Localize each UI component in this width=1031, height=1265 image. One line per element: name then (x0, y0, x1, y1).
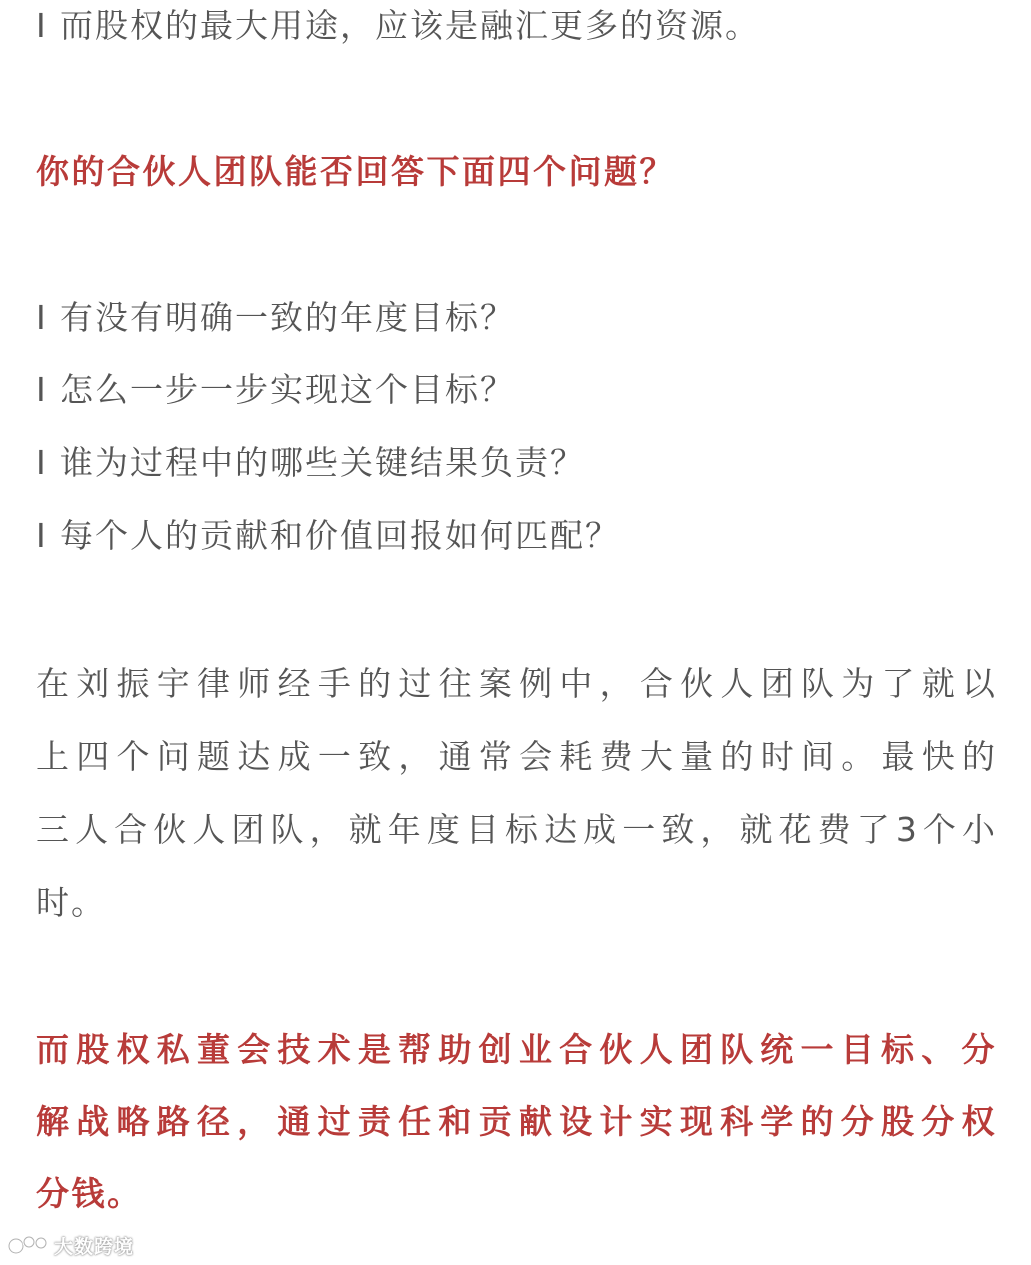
paragraph-line: 在刘振宇律师经手的过往案例中，合伙人团队为了就以 (36, 664, 997, 703)
watermark (8, 1232, 134, 1259)
watermark-text: 大数跨境 (54, 1236, 135, 1258)
conclusion-line: 而股权私董会技术是帮助创业合伙人团队统一目标、分 (36, 1030, 997, 1069)
bullet-marker: I (36, 298, 48, 337)
question-item (36, 516, 997, 555)
conclusion-line: 分钱。 (36, 1174, 143, 1213)
question-item (36, 298, 997, 337)
paragraph-line: 上四个问题达成一致，通常会耗费大量的时间。最快的 (36, 737, 997, 776)
section-heading: 你的合伙人团队能否回答下面四个问题？ (36, 152, 675, 191)
bullet-marker: I (36, 443, 48, 482)
bullet-marker: I (36, 6, 48, 45)
question-text: 怎么一步一步实现这个目标？ (60, 370, 515, 409)
watermark-logo-icon (8, 1235, 50, 1257)
paragraph-line: 三人合伙人团队，就年度目标达成一致，就花费了3个小 (36, 810, 997, 849)
question-item (36, 370, 997, 409)
question-item (36, 443, 997, 482)
bullet-marker: I (36, 516, 48, 555)
intro-text: 而股权的最大用途，应该是融汇更多的资源。 (60, 6, 760, 45)
question-text: 每个人的贡献和价值回报如何匹配？ (60, 516, 620, 555)
conclusion-line: 解战略路径，通过责任和贡献设计实现科学的分股分权 (36, 1102, 997, 1141)
question-text: 有没有明确一致的年度目标？ (60, 298, 515, 337)
question-text: 谁为过程中的哪些关键结果负责？ (60, 443, 585, 482)
intro-line (36, 6, 997, 45)
bullet-marker: I (36, 370, 48, 409)
paragraph-line: 时。 (36, 883, 106, 922)
